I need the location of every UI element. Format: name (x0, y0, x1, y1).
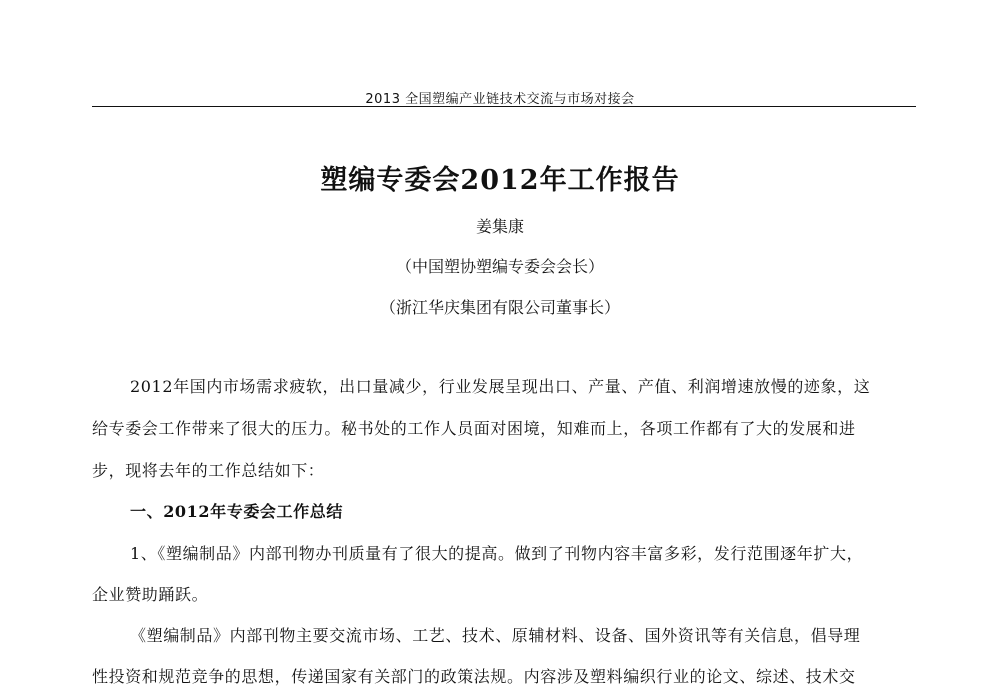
paragraph-line: 《塑编制品》内部刊物主要交流市场、工艺、技术、原辅材料、设备、国外资讯等有关信息，倡导理 (130, 626, 861, 645)
author-affiliation-1: （中国塑协塑编专委会会长） (395, 257, 604, 276)
author-affiliation-2: （浙江华庆集团有限公司董事长） (379, 298, 620, 317)
section-heading: 一、2012年专委会工作总结 (130, 502, 343, 521)
paragraph-line: 步，现将去年的工作总结如下： (92, 461, 325, 480)
paragraph-line: 给专委会工作带来了很大的压力。秘书处的工作人员面对困境，知难而上，各项工作都有了大的发展和进 (92, 419, 856, 438)
paragraph-line: 1、《塑编制品》内部刊物办刊质量有了很大的提高。做到了刊物内容丰富多彩，发行范围逐年扩大， (130, 544, 864, 563)
paragraph-line: 性投资和规范竞争的思想，传递国家有关部门的政策法规。内容涉及塑料编织行业的论文、综述、技术交 (92, 667, 856, 686)
author-name: 姜集康 (475, 217, 524, 236)
paragraph-line: 企业赞助踊跃。 (92, 585, 209, 604)
paragraph-line: 2012年国内市场需求疲软，出口量减少，行业发展呈现出口、产量、产值、利润增速放慢的迹象，这 (130, 377, 871, 396)
document-title: 塑编专委会2012年工作报告 (320, 165, 680, 196)
running-header: 2013 全国塑编产业链技术交流与市场对接会 (365, 92, 635, 107)
header-rule (92, 106, 916, 107)
